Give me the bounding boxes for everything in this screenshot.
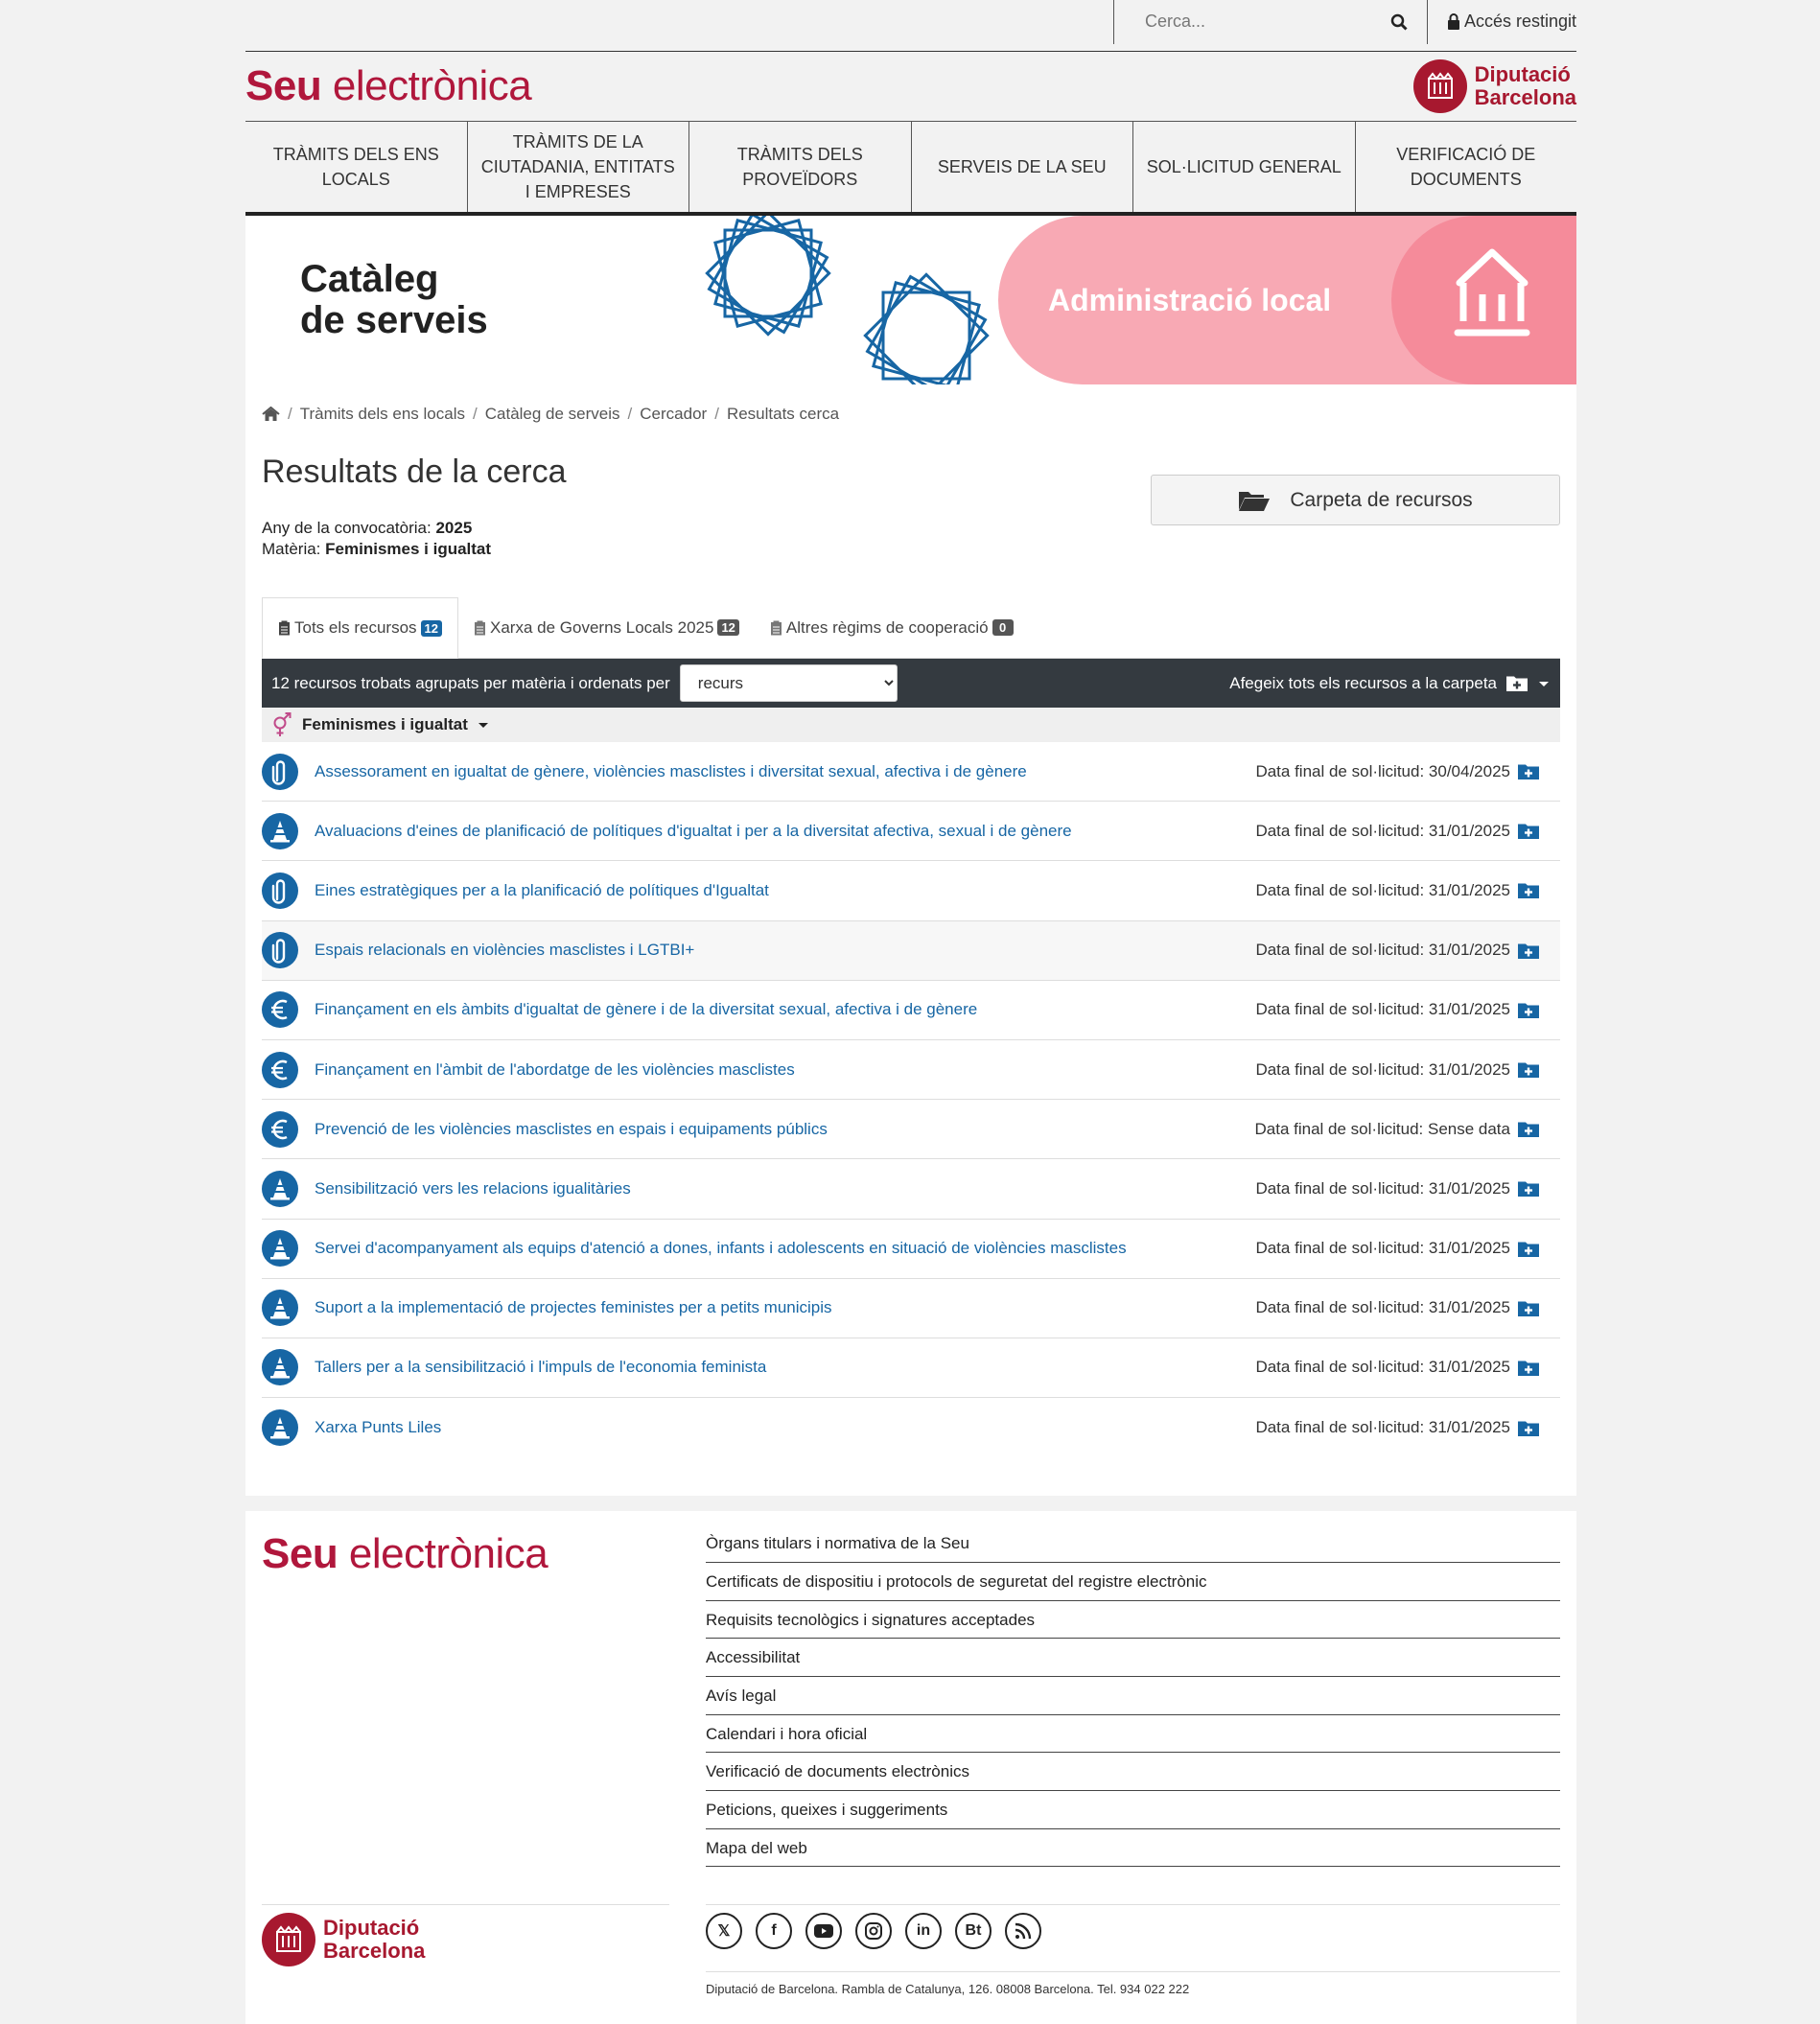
nav-tramits-ens-locals[interactable]: TRÀMITS DELS ENS LOCALS bbox=[245, 122, 468, 212]
nav-tramits-ciutadania[interactable]: TRÀMITS DE LA CIUTADANIA, ENTITATS I EMPRESES bbox=[468, 122, 690, 212]
tab-all-resources-count: 12 bbox=[421, 620, 442, 637]
filter-year-value: 2025 bbox=[435, 519, 473, 537]
caret-down-icon[interactable] bbox=[1537, 679, 1551, 688]
filter-year-label: Any de la convocatòria: bbox=[262, 519, 432, 537]
banner-label: Administració local bbox=[1048, 283, 1332, 317]
result-deadline: Data final de sol·licitud: 31/01/2025 bbox=[1255, 941, 1510, 960]
clip-icon bbox=[262, 754, 298, 790]
result-title-link[interactable]: Avaluacions d'eines de planificació de polítiques d'igualtat i per a la diversitat afectiva, sexual i de gènere bbox=[315, 821, 1072, 840]
seu-logo-rest: electrònica bbox=[321, 62, 532, 109]
breadcrumb-sep: / bbox=[627, 405, 633, 423]
footer-link[interactable]: Verificació de documents electrònics bbox=[706, 1753, 1560, 1791]
result-title-link[interactable]: Xarxa Punts Liles bbox=[315, 1418, 442, 1437]
sort-select[interactable] bbox=[680, 664, 898, 702]
add-to-folder-icon[interactable] bbox=[1518, 1241, 1539, 1257]
rss-icon[interactable] bbox=[1005, 1913, 1041, 1949]
cone-icon bbox=[262, 1230, 298, 1267]
footer bbox=[245, 1511, 1576, 2024]
x-icon[interactable]: 𝕏 bbox=[706, 1913, 742, 1949]
euro-icon bbox=[262, 1052, 298, 1088]
add-to-folder-icon[interactable] bbox=[1518, 882, 1539, 898]
footer-link[interactable]: Peticions, queixes i suggeriments bbox=[706, 1791, 1560, 1829]
footer-link[interactable]: Requisits tecnològics i signatures acceptades bbox=[706, 1601, 1560, 1640]
add-to-folder-icon[interactable] bbox=[1518, 823, 1539, 839]
result-row bbox=[262, 1398, 1560, 1457]
add-to-folder-icon[interactable] bbox=[1518, 763, 1539, 779]
tab-all-resources[interactable] bbox=[262, 597, 458, 659]
footer-link[interactable]: Òrgans titulars i normativa de la Seu bbox=[706, 1524, 1560, 1563]
tab-xarxa-count: 12 bbox=[717, 619, 738, 636]
breadcrumb bbox=[262, 384, 1560, 444]
result-row bbox=[262, 742, 1560, 802]
restricted-access-label: Accés restingit bbox=[1463, 12, 1576, 31]
result-row bbox=[262, 1338, 1560, 1398]
filter-year bbox=[262, 519, 472, 538]
town-hall-icon bbox=[1454, 244, 1530, 340]
footer-link[interactable]: Mapa del web bbox=[706, 1829, 1560, 1868]
folder-plus-icon bbox=[1506, 675, 1528, 691]
footer-diputacio-logo[interactable] bbox=[262, 1904, 669, 1966]
result-title-link[interactable]: Suport a la implementació de projectes feministes per a petits municipis bbox=[315, 1298, 832, 1317]
clip-icon bbox=[262, 932, 298, 968]
tab-altres-regims[interactable] bbox=[755, 597, 1029, 658]
footer-link[interactable]: Calendari i hora oficial bbox=[706, 1715, 1560, 1754]
result-title-link[interactable]: Finançament en els àmbits d'igualtat de gènere i de la diversitat sexual, afectiva i de gènere bbox=[315, 1000, 978, 1019]
result-row bbox=[262, 981, 1560, 1040]
blogger-icon[interactable]: Bt bbox=[955, 1913, 992, 1949]
cone-icon bbox=[262, 813, 298, 849]
add-to-folder-icon[interactable] bbox=[1518, 1121, 1539, 1137]
result-deadline: Data final de sol·licitud: 31/01/2025 bbox=[1255, 1239, 1510, 1258]
results-bar bbox=[262, 659, 1560, 708]
result-deadline: Data final de sol·licitud: 31/01/2025 bbox=[1255, 880, 1510, 899]
result-title-link[interactable]: Tallers per a la sensibilització i l'impuls de l'economia feminista bbox=[315, 1358, 767, 1377]
result-deadline: Data final de sol·licitud: 31/01/2025 bbox=[1255, 1000, 1510, 1019]
footer-link[interactable]: Avís legal bbox=[706, 1677, 1560, 1715]
add-to-folder-icon[interactable] bbox=[1518, 1061, 1539, 1078]
seu-electronica-logo[interactable] bbox=[245, 62, 531, 110]
nav-verificacio-documents[interactable]: VERIFICACIÓ DE DOCUMENTS bbox=[1396, 145, 1536, 189]
facebook-icon[interactable]: f bbox=[756, 1913, 792, 1949]
cone-icon bbox=[262, 1171, 298, 1207]
result-deadline: Data final de sol·licitud: 31/01/2025 bbox=[1255, 1059, 1510, 1079]
cone-icon bbox=[262, 1290, 298, 1326]
footer-link[interactable]: Certificats de dispositiu i protocols de seguretat del registre electrònic bbox=[706, 1563, 1560, 1601]
result-deadline: Data final de sol·licitud: Sense data bbox=[1254, 1119, 1510, 1138]
page bbox=[245, 0, 1576, 2024]
cone-icon bbox=[262, 1409, 298, 1446]
resources-folder-button[interactable] bbox=[1151, 475, 1560, 525]
result-deadline: Data final de sol·licitud: 31/01/2025 bbox=[1255, 1298, 1510, 1317]
result-title-link[interactable]: Prevenció de les violències masclistes en espais i equipaments públics bbox=[315, 1119, 828, 1138]
result-title-link[interactable]: Servei d'acompanyament als equips d'atenció a dones, infants i adolescents en situació de violències masclistes bbox=[315, 1239, 1127, 1258]
result-title-link[interactable]: Espais relacionals en violències masclistes i LGTBI+ bbox=[315, 941, 695, 960]
euro-icon bbox=[262, 991, 298, 1028]
main-nav bbox=[245, 122, 1576, 216]
footer-dipu-line1: Diputació bbox=[323, 1916, 420, 1941]
add-to-folder-icon[interactable] bbox=[1518, 1300, 1539, 1316]
breadcrumb-cercador[interactable]: Cercador bbox=[640, 405, 708, 423]
diputacio-logo[interactable] bbox=[1413, 59, 1576, 113]
youtube-icon[interactable] bbox=[805, 1913, 842, 1949]
caret-down-icon bbox=[478, 721, 489, 729]
results-tabs bbox=[262, 597, 1560, 659]
footer-seu-bold: Seu bbox=[262, 1530, 338, 1578]
add-to-folder-icon[interactable] bbox=[1518, 942, 1539, 959]
result-row bbox=[262, 1040, 1560, 1100]
filter-subject bbox=[262, 540, 491, 559]
filter-subject-label: Matèria: bbox=[262, 540, 321, 558]
result-title-link[interactable]: Assessorament en igualtat de gènere, violències masclistes i diversitat sexual, afectiva i de gènere bbox=[315, 761, 1027, 780]
footer-link[interactable]: Accessibilitat bbox=[706, 1639, 1560, 1677]
tab-xarxa-label: Xarxa de Governs Locals 2025 bbox=[490, 617, 714, 637]
seu-logo-bold: Seu bbox=[245, 62, 322, 109]
diputacio-seal-icon bbox=[262, 1913, 315, 1966]
content bbox=[245, 384, 1576, 1496]
dipu-line1: Diputació bbox=[1474, 62, 1571, 86]
social-links bbox=[706, 1904, 1560, 1949]
banner-decoration-icon bbox=[629, 216, 993, 384]
add-to-folder-icon[interactable] bbox=[1518, 1180, 1539, 1197]
banner-title-line2: de serveis bbox=[300, 299, 488, 341]
instagram-icon[interactable] bbox=[855, 1913, 892, 1949]
result-row bbox=[262, 1100, 1560, 1159]
folder-open-icon bbox=[1238, 489, 1271, 512]
results-list bbox=[262, 742, 1560, 1457]
gender-equality-icon bbox=[271, 712, 292, 737]
result-row bbox=[262, 921, 1560, 981]
top-search bbox=[1113, 0, 1427, 44]
results-count-text: 12 recursos trobats agrupats per matèria i ordenats per bbox=[271, 673, 670, 692]
result-deadline: Data final de sol·licitud: 31/01/2025 bbox=[1255, 1418, 1510, 1437]
lock-icon bbox=[1447, 13, 1460, 30]
euro-icon bbox=[262, 1111, 298, 1148]
result-title-link[interactable]: Finançament en l'àmbit de l'abordatge de les violències masclistes bbox=[315, 1059, 795, 1079]
footer-seu-logo[interactable] bbox=[262, 1530, 548, 1578]
result-title-link[interactable]: Eines estratègiques per a la planificació de polítiques d'Igualtat bbox=[315, 880, 769, 899]
nav-tramits-proveidors[interactable]: TRÀMITS DELS PROVEÏDORS bbox=[689, 122, 912, 212]
result-deadline: Data final de sol·licitud: 31/01/2025 bbox=[1255, 1178, 1510, 1198]
linkedin-icon[interactable]: in bbox=[905, 1913, 942, 1949]
diputacio-seal-icon bbox=[1413, 59, 1467, 113]
footer-dipu-line2: Barcelona bbox=[323, 1939, 426, 1964]
title-row bbox=[262, 444, 1560, 569]
result-row bbox=[262, 1220, 1560, 1279]
add-all-label: Afegeix tots els recursos a la carpeta bbox=[1229, 673, 1497, 692]
footer-address: Diputació de Barcelona. Rambla de Catalunya, 126. 08008 Barcelona. Tel. 934 022 222 bbox=[706, 1971, 1560, 1996]
result-row bbox=[262, 802, 1560, 861]
clipboard-icon bbox=[278, 620, 291, 636]
clip-icon bbox=[262, 872, 298, 909]
footer-seu-rest: electrònica bbox=[338, 1530, 548, 1578]
result-row bbox=[262, 861, 1560, 920]
nav-serveis-seu[interactable]: SERVEIS DE LA SEU bbox=[912, 122, 1134, 212]
add-all-to-folder[interactable] bbox=[1229, 674, 1551, 693]
cone-icon bbox=[262, 1349, 298, 1385]
footer-links bbox=[706, 1524, 1560, 1867]
clipboard-icon bbox=[770, 620, 782, 636]
group-header[interactable] bbox=[262, 708, 1560, 742]
banner-title-line1: Catàleg bbox=[300, 258, 439, 300]
tab-altres-count: 0 bbox=[992, 619, 1014, 636]
home-icon[interactable] bbox=[262, 407, 280, 422]
add-to-folder-icon[interactable] bbox=[1518, 1360, 1539, 1376]
search-icon[interactable] bbox=[1390, 13, 1408, 31]
breadcrumb-sep: / bbox=[288, 405, 292, 423]
result-deadline: Data final de sol·licitud: 31/01/2025 bbox=[1255, 1358, 1510, 1377]
result-row bbox=[262, 1279, 1560, 1338]
banner-title bbox=[300, 259, 488, 341]
footer-diputacio-name bbox=[323, 1917, 425, 1963]
page-title: Resultats de la cerca bbox=[262, 454, 567, 490]
group-label: Feminismes i igualtat bbox=[302, 715, 468, 733]
brand-row bbox=[245, 52, 1576, 122]
filter-subject-value: Feminismes i igualtat bbox=[325, 540, 492, 558]
search-input[interactable] bbox=[1145, 12, 1356, 32]
clipboard-icon bbox=[474, 620, 486, 636]
result-deadline: Data final de sol·licitud: 30/04/2025 bbox=[1255, 761, 1510, 780]
breadcrumb-cataleg-serveis[interactable]: Catàleg de serveis bbox=[484, 405, 620, 423]
result-title-link[interactable]: Sensibilització vers les relacions igualitàries bbox=[315, 1178, 631, 1198]
result-deadline: Data final de sol·licitud: 31/01/2025 bbox=[1255, 821, 1510, 840]
breadcrumb-current: Resultats cerca bbox=[726, 405, 840, 423]
utility-bar bbox=[245, 0, 1576, 52]
breadcrumb-tramits-ens-locals[interactable]: Tràmits dels ens locals bbox=[299, 405, 465, 423]
tab-altres-label: Altres règims de cooperació bbox=[785, 617, 989, 637]
add-to-folder-icon[interactable] bbox=[1518, 1420, 1539, 1436]
result-row bbox=[262, 1159, 1560, 1219]
diputacio-name bbox=[1475, 63, 1576, 109]
resources-folder-label: Carpeta de recursos bbox=[1290, 488, 1473, 511]
banner bbox=[245, 216, 1576, 384]
nav-sollicitud-general[interactable]: SOL·LICITUD GENERAL bbox=[1133, 122, 1356, 212]
breadcrumb-sep: / bbox=[714, 405, 719, 423]
restricted-access-link[interactable] bbox=[1427, 0, 1576, 44]
dipu-line2: Barcelona bbox=[1474, 85, 1576, 109]
tab-all-resources-label: Tots els recursos bbox=[294, 618, 417, 637]
breadcrumb-sep: / bbox=[473, 405, 478, 423]
tab-xarxa-governs-locals[interactable] bbox=[458, 597, 755, 658]
add-to-folder-icon[interactable] bbox=[1518, 1002, 1539, 1018]
